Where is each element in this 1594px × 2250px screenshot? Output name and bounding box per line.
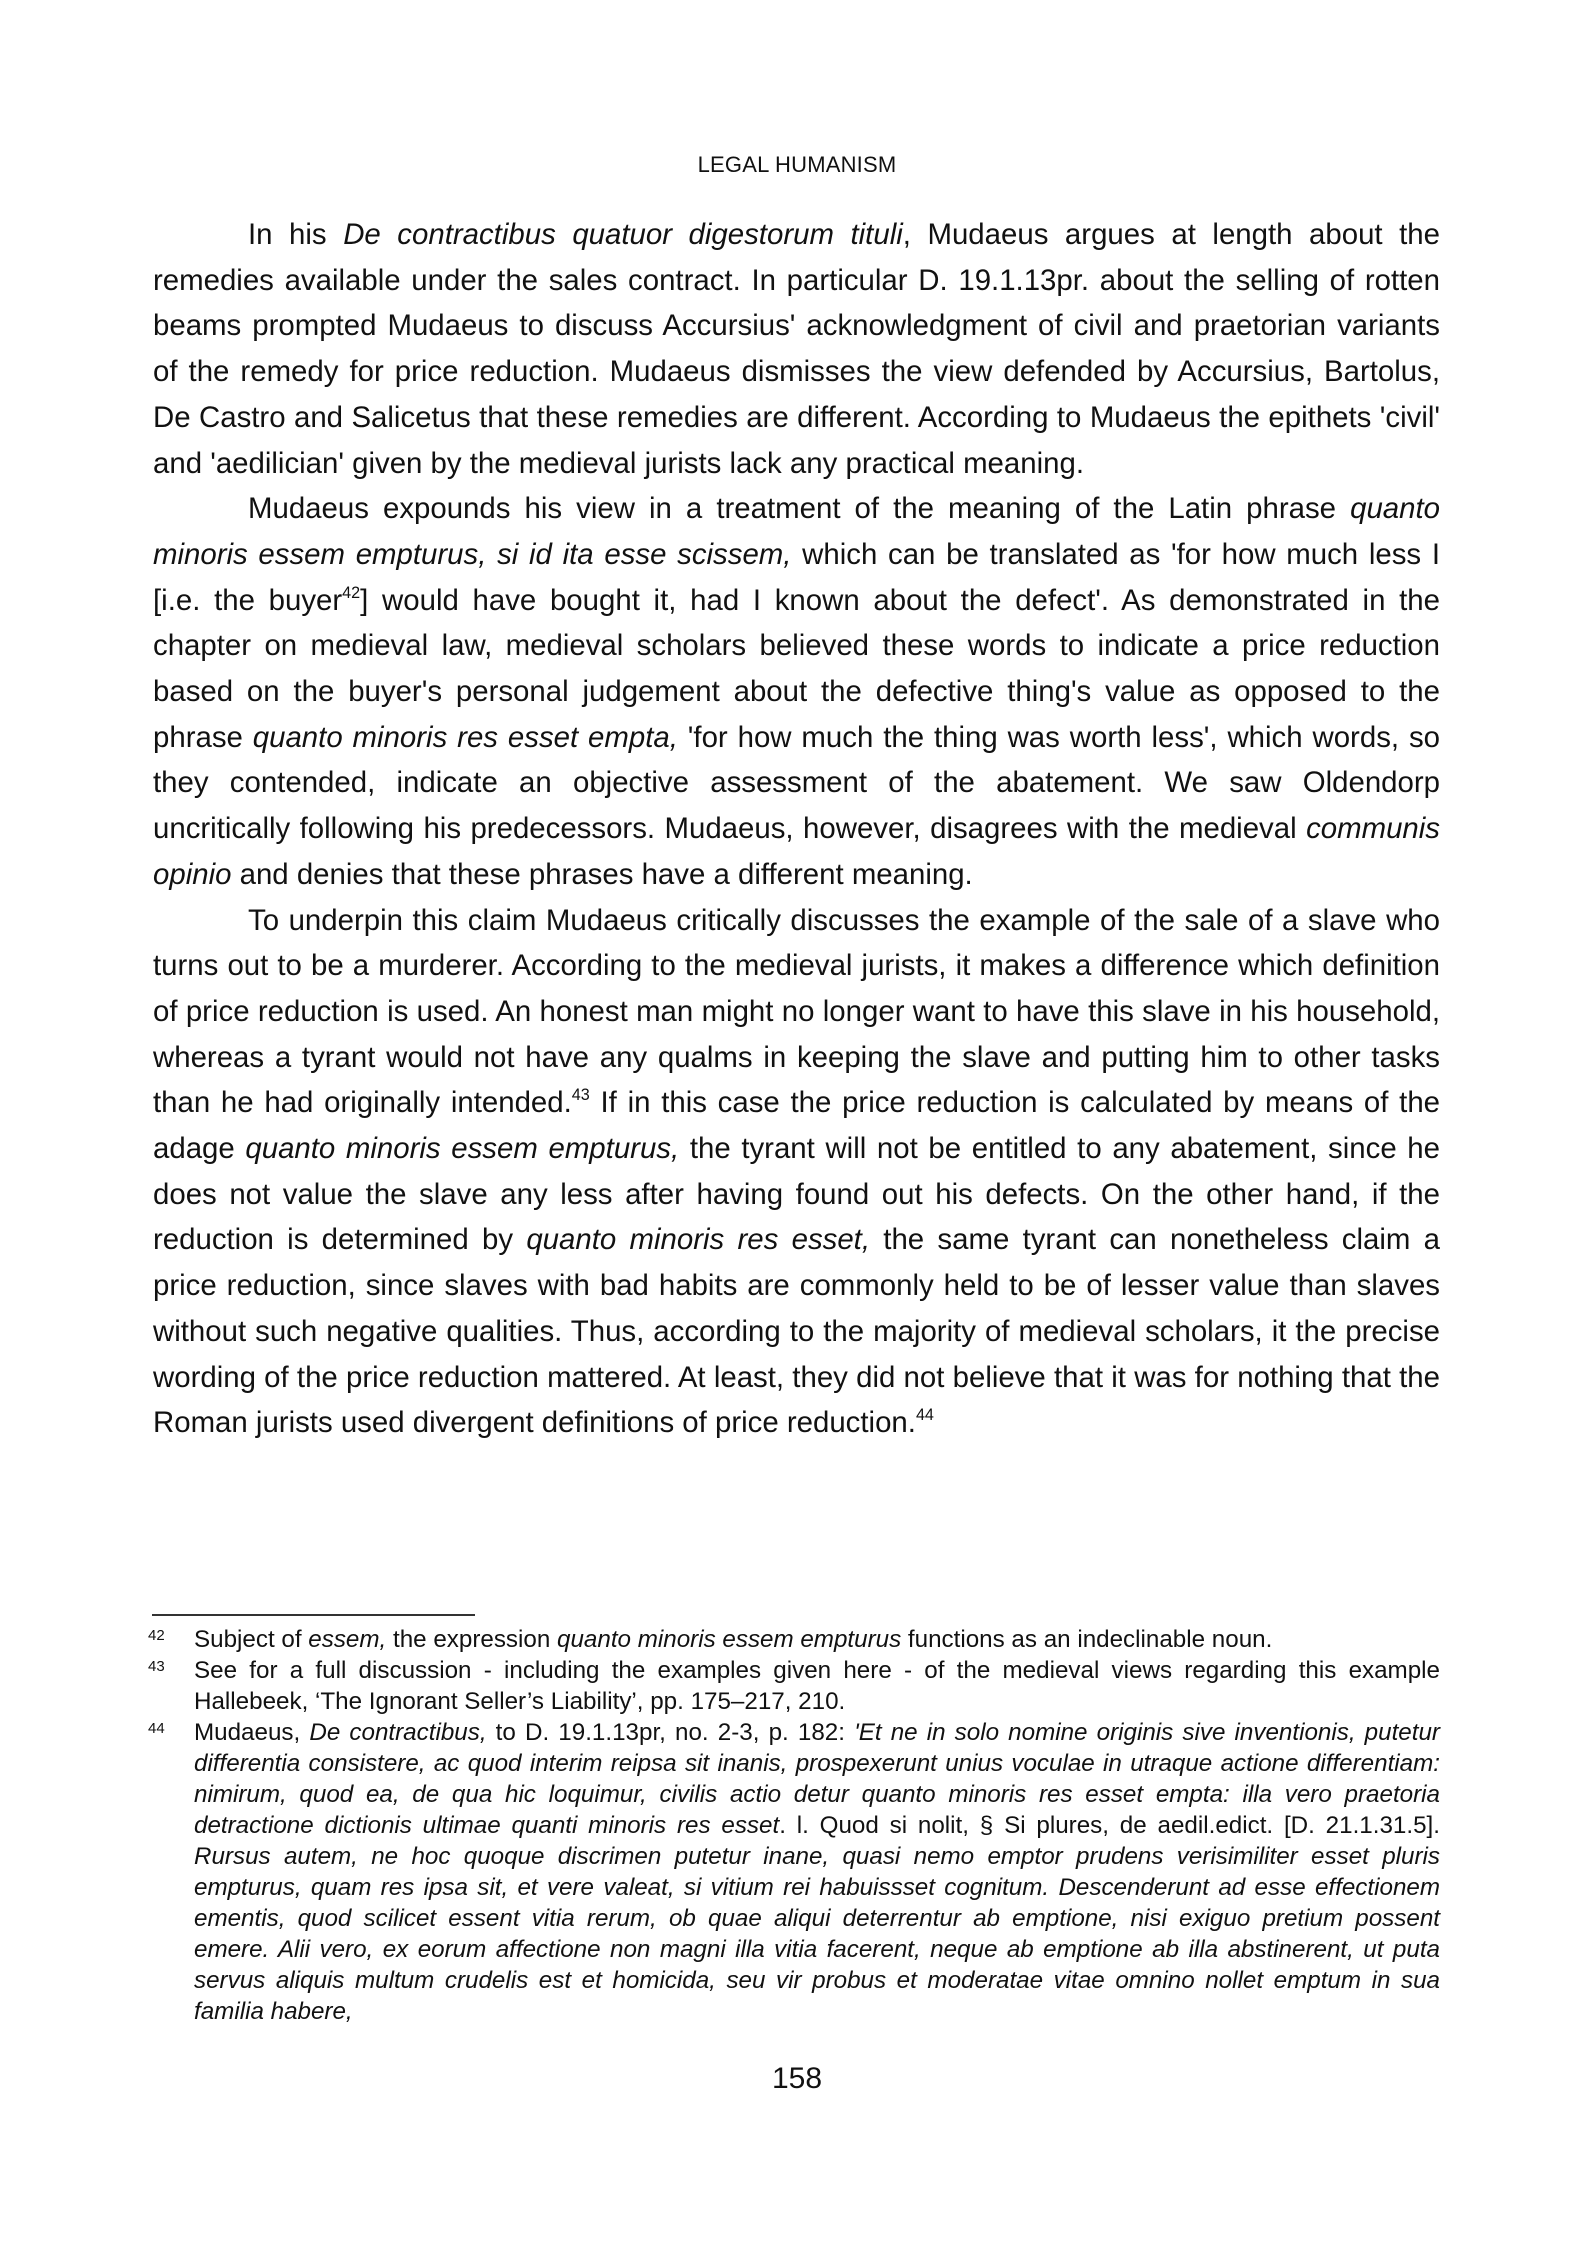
- italic-text: 'Et ne in solo nomine originis sive inventionis, putetur differentia consistere, ac quod interim reipsa sit inanis, prospexerunt unius voculae in utraque actione differentiam: nimirum, quod ea, de qua hic loquimur, civilis actio detur quanto minoris res esset empta: illa vero praetoria detractione dictionis ultimae quanti minoris res esset: [194, 1719, 1440, 1839]
- text-run: In his: [248, 218, 344, 251]
- text-run: the same tyrant can nonetheless claim a price reduction, since slaves with bad habits are commonly held to be of lesser value than slaves without such negative qualities. Thus, according to the majority of medieval scholars, it the precise wording of the price reduction mattered. At least, they did not believe that it was for nothing that the Roman jurists used divergent definitions of price reduction.: [153, 1223, 1441, 1440]
- italic-text: quanto minoris res esset,: [526, 1223, 871, 1257]
- italic-text: essem,: [308, 1626, 387, 1653]
- footnote: [148, 1655, 1440, 1717]
- footnotes: [148, 1624, 1440, 2027]
- paragraph: [153, 212, 1440, 486]
- running-head: LEGAL HUMANISM: [697, 152, 897, 177]
- text-run: functions as an indeclinable noun.: [901, 1626, 1273, 1653]
- footnote-reference: 44: [915, 1406, 934, 1425]
- paragraph: [153, 486, 1440, 897]
- footnote-reference: 42: [342, 583, 361, 602]
- footnote-number: 43: [148, 1658, 165, 1675]
- text-run: Mudaeus expounds his view in a treatment of the meaning of the Latin phrase: [248, 492, 1351, 526]
- italic-text: quanto minoris essem empturus, si id ita esse scissem,: [153, 492, 1440, 571]
- text-run: the tyrant will not be entitled to any abatement, since he does not value the slave any less after having found out his defects. On the other hand, if the reduction is determined by: [153, 1132, 1440, 1257]
- italic-text: De contractibus,: [309, 1719, 487, 1746]
- italic-text: Rursus autem, ne hoc quoque discrimen putetur inane, quasi nemo emptor prudens verisimiliter esset pluris empturus, quam res ipsa sit, et vere valeat, si vitium rei habuissset cognitum. Descenderunt ad esse effectionem ementis, quod scilicet essent vitia rerum, ob quae aliqui deterrentur ab emptione, nisi exiguo pretium possent emere. Alii vero, ex eorum affectione non magni illa vitia facerent, neque ab emptione ab illa abstinerent, ut puta servus aliquis multum crudelis est et homicida, seu vir probus et moderatae vitae omnino nollet emptum in sua familia habere,: [194, 1843, 1440, 2025]
- text-run: the expression: [386, 1626, 558, 1653]
- footnote-text: [194, 1626, 1272, 1653]
- footnote-number: 44: [148, 1720, 165, 1737]
- footnote-text: [194, 1719, 1440, 2025]
- text-run: 'for how much the thing was worth less', which words, so they contended, indicate an objective assessment of the abatement. We saw Oldendorp uncritically following his predecessors. Mudaeus, however, disagrees with the medieval: [153, 720, 1440, 846]
- italic-text: quanto minoris essem empturus: [557, 1626, 902, 1653]
- text-run: ] would have bought it, had I known about the defect'. As demonstrated in the chapter on medieval law, medieval scholars believed these words to indicate a price reduction based on the buyer's personal judgement about the defective thing's value as opposed to the phrase: [153, 583, 1440, 754]
- footnote-number: 42: [148, 1627, 165, 1644]
- text-run: which can be translated as 'for how much less I [i.e. the buyer: [153, 537, 1440, 617]
- footnote-reference: 43: [571, 1086, 590, 1105]
- italic-text: De contractibus quatuor digestorum tituli: [343, 218, 903, 251]
- text-run: to D. 19.1.13pr, no. 2-3, p. 182:: [486, 1719, 855, 1746]
- text-run: . l. Quod si nolit, § Si plures, de aedil.edict. [D. 21.1.31.5].: [779, 1812, 1440, 1839]
- text-run: If in this case the price reduction is calculated by means of the adage: [153, 1086, 1441, 1166]
- italic-text: quanto minoris essem empturus,: [245, 1132, 680, 1166]
- text-run: See for a full discussion - including the examples given here - of the medieval views regarding this example Hallebeek, ‘The Ignorant Seller’s Liability’, pp. 175–217, 210.: [194, 1657, 1440, 1715]
- text-run: Subject of: [194, 1626, 309, 1653]
- italic-text: communis opinio: [153, 812, 1440, 891]
- body-text: [153, 212, 1440, 1446]
- page-number: 158: [771, 2062, 823, 2095]
- footnote: [148, 1624, 1440, 1655]
- text-run: To underpin this claim Mudaeus critically discusses the example of the sale of a slave who turns out to be a murderer. According to the medieval jurists, it makes a difference which definition of price reduction is used. An honest man might no longer want to have this slave in his household, whereas a tyrant would not have any qualms in keeping the slave and putting him to other tasks than he had originally intended.: [153, 903, 1440, 1120]
- text-run: Mudaeus,: [194, 1719, 310, 1746]
- footnote-separator: [152, 1614, 475, 1616]
- text-run: , Mudaeus argues at length about the remedies available under the sales contract. In particular D. 19.1.13pr. about the selling of rotten beams prompted Mudaeus to discuss Accursius' acknowledgment of civil and praetorian variants of the remedy for price reduction. Mudaeus dismisses the view defended by Accursius, Bartolus, De Castro and Salicetus that these remedies are different. According to Mudaeus the epithets 'civil' and 'aedilician' given by the medieval jurists lack any practical meaning.: [153, 218, 1440, 480]
- footnote-text: [194, 1657, 1440, 1715]
- italic-text: quanto minoris res esset empta,: [252, 720, 678, 754]
- text-run: and denies that these phrases have a different meaning.: [231, 857, 973, 891]
- paragraph: [153, 898, 1440, 1446]
- footnote: [148, 1717, 1440, 2027]
